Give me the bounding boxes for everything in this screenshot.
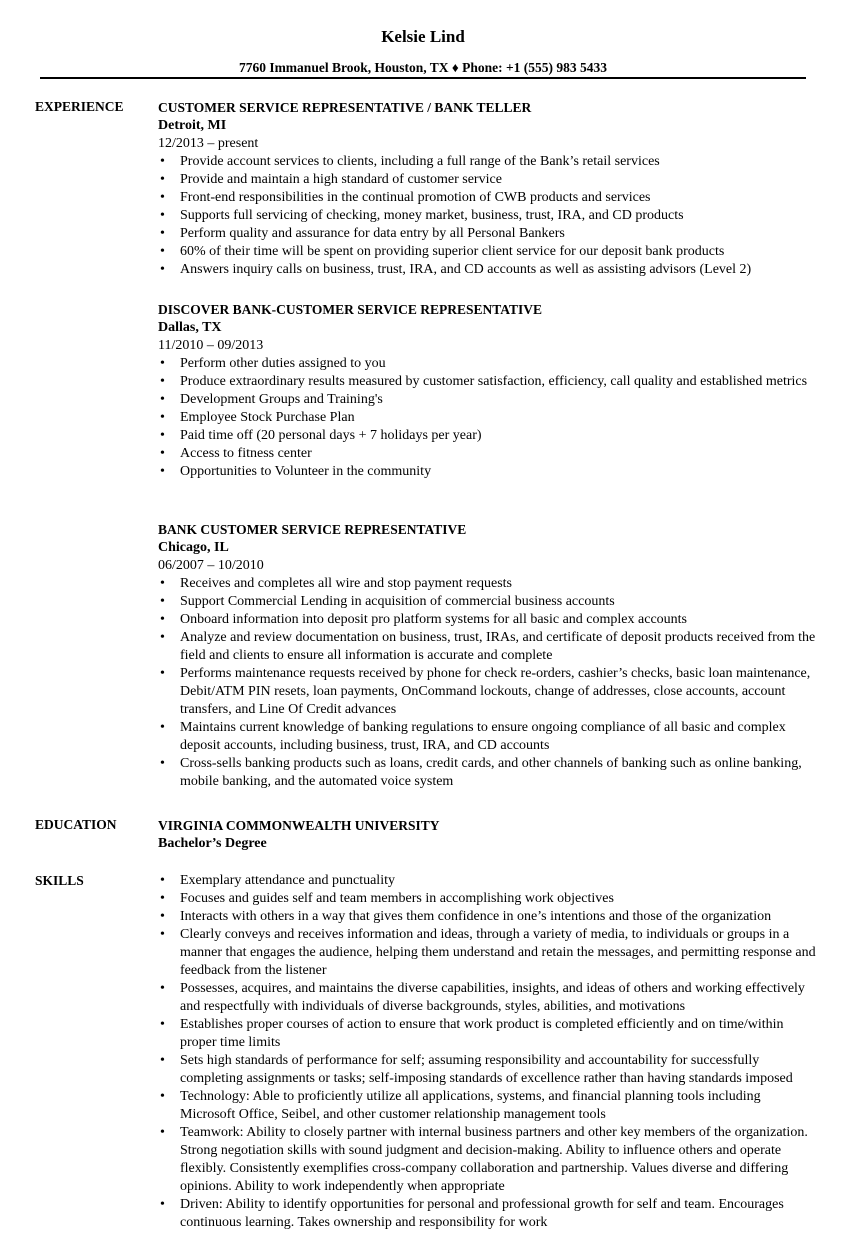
- bullet-item: • Produce extraordinary results measured by customer satisfaction, efficiency, call quality and established metrics: [158, 373, 818, 391]
- job-location: Detroit, MI: [158, 118, 227, 133]
- bullet-item: • Provide account services to clients, including a full range of the Bank’s retail services: [158, 153, 818, 171]
- skill-item: • Exemplary attendance and punctuality: [158, 872, 818, 890]
- section-label-experience: EXPERIENCE: [35, 99, 124, 114]
- bullet-item: • Development Groups and Training's: [158, 391, 818, 409]
- bullet-item: • Opportunities to Volunteer in the community: [158, 463, 818, 481]
- degree: Bachelor’s Degree: [158, 836, 267, 851]
- skill-item: • Possesses, acquires, and maintains the diverse capabilities, insights, and ideas of others and working effectively and respectfully with individuals of diverse backgrounds, styles, abilities, and motivations: [158, 980, 818, 1016]
- job-bullets: [158, 355, 818, 481]
- skill-item: • Driven: Ability to identify opportunities for personal and professional growth for self and team. Encourages continuous learning. Takes ownership and responsibility for work: [158, 1196, 818, 1232]
- bullet-item: • Provide and maintain a high standard of customer service: [158, 171, 818, 189]
- job-dates: 06/2007 – 10/2010: [158, 558, 264, 573]
- job-entry: [158, 99, 818, 279]
- bullet-item: • Performs maintenance requests received by phone for check re-orders, cashier’s checks, basic loan maintenance, Debit/ATM PIN resets, loan payments, OnCommand lockouts, change of addresses, close accounts, account transfers, and Line Of Credit advances: [158, 665, 818, 719]
- skill-item: • Sets high standards of performance for self; assuming responsibility and accountability for successfully completing assignments or tasks; self-imposing standards of excellence rather than having standards imposed: [158, 1052, 818, 1088]
- skill-item: • Establishes proper courses of action to ensure that work product is completed efficiently and on time/within proper time limits: [158, 1016, 818, 1052]
- contact-line: 7760 Immanuel Brook, Houston, TX ♦ Phone: +1 (555) 983 5433: [238, 60, 608, 75]
- job-location: Dallas, TX: [158, 320, 222, 335]
- experience-section: [158, 99, 818, 279]
- job-title: DISCOVER BANK-CUSTOMER SERVICE REPRESENTATIVE: [158, 302, 542, 317]
- section-label-education: EDUCATION: [35, 817, 117, 832]
- bullet-item: • Analyze and review documentation on business, trust, IRAs, and certificate of deposit products received from the field and clients to ensure all information is accurate and complete: [158, 629, 818, 665]
- bullet-item: • Cross-sells banking products such as loans, credit cards, and other channels of banking such as online banking, mobile banking, and the automated voice system: [158, 755, 818, 791]
- bullet-item: • Employee Stock Purchase Plan: [158, 409, 818, 427]
- header-divider: [40, 77, 806, 79]
- skill-item: • Interacts with others in a way that gives them confidence in one’s intentions and those of the organization: [158, 908, 818, 926]
- education-section: [158, 817, 818, 853]
- skills-section: [158, 872, 818, 1232]
- bullet-item: • Receives and completes all wire and stop payment requests: [158, 575, 818, 593]
- skill-item: • Teamwork: Ability to closely partner with internal business partners and other key members of the organization. Strong negotiation skills with sound judgment and decision-making. Ability to influence others and operate flexibly. Consistently exemplifies cross-company collaboration and partnership. Values diverse and differing opinions. Ability to work independently when appropriate: [158, 1124, 818, 1196]
- bullet-item: • Answers inquiry calls on business, trust, IRA, and CD accounts as well as assisting advisors (Level 2): [158, 261, 818, 279]
- bullet-item: • Onboard information into deposit pro platform systems for all basic and complex accounts: [158, 611, 818, 629]
- school-name: VIRGINIA COMMONWEALTH UNIVERSITY: [158, 818, 440, 833]
- skill-item: • Technology: Able to proficiently utilize all applications, systems, and financial planning tools including Microsoft Office, Seibel, and other customer relationship management tools: [158, 1088, 818, 1124]
- job-bullets: [158, 575, 818, 791]
- job-entry: [158, 301, 818, 481]
- experience-section-job-2: [158, 301, 818, 481]
- bullet-item: • Perform quality and assurance for data entry by all Personal Bankers: [158, 225, 818, 243]
- skill-item: • Focuses and guides self and team members in accomplishing work objectives: [158, 890, 818, 908]
- bullet-item: • 60% of their time will be spent on providing superior client service for our deposit bank products: [158, 243, 818, 261]
- job-bullets: [158, 153, 818, 279]
- experience-section-job-3: [158, 521, 818, 791]
- job-location: Chicago, IL: [158, 540, 229, 555]
- bullet-item: • Perform other duties assigned to you: [158, 355, 818, 373]
- candidate-name: Kelsie Lind: [381, 27, 465, 46]
- bullet-item: • Front-end responsibilities in the continual promotion of CWB products and services: [158, 189, 818, 207]
- job-entry: [158, 521, 818, 791]
- section-label-skills: SKILLS: [35, 873, 84, 888]
- job-dates: 12/2013 – present: [158, 136, 259, 151]
- skills-bullets: [158, 872, 818, 1232]
- bullet-item: • Paid time off (20 personal days + 7 holidays per year): [158, 427, 818, 445]
- bullet-item: • Supports full servicing of checking, money market, business, trust, IRA, and CD products: [158, 207, 818, 225]
- bullet-item: • Maintains current knowledge of banking regulations to ensure ongoing compliance of all basic and complex deposit accounts, including business, trust, IRA, and CD accounts: [158, 719, 818, 755]
- job-title: BANK CUSTOMER SERVICE REPRESENTATIVE: [158, 522, 467, 537]
- bullet-item: • Support Commercial Lending in acquisition of commercial business accounts: [158, 593, 818, 611]
- skill-item: • Clearly conveys and receives information and ideas, through a variety of media, to individuals or groups in a manner that engages the audience, helping them understand and retain the messages, and permitting response and feedback from the listener: [158, 926, 818, 980]
- job-title: CUSTOMER SERVICE REPRESENTATIVE / BANK TELLER: [158, 100, 532, 115]
- bullet-item: • Access to fitness center: [158, 445, 818, 463]
- job-dates: 11/2010 – 09/2013: [158, 338, 264, 353]
